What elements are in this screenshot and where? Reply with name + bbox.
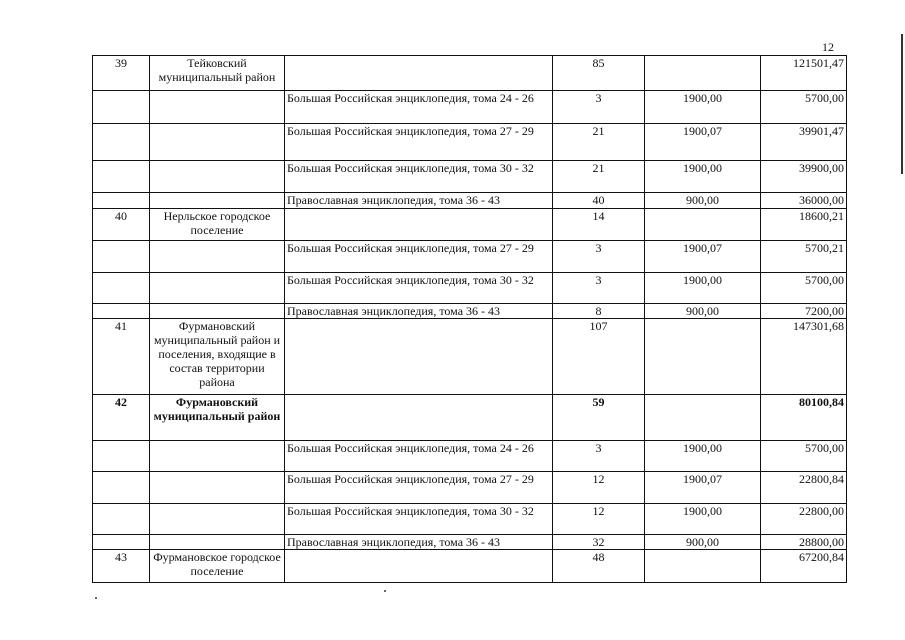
total-sum: 5700,00 xyxy=(761,273,847,304)
unit-price xyxy=(645,56,761,91)
municipality-name: Фурмановский муниципальный район и поселения, входящие в состав территории района xyxy=(150,319,285,395)
total-sum: 39900,00 xyxy=(761,161,847,193)
total-sum: 5700,00 xyxy=(761,441,847,472)
unit-price: 1900,00 xyxy=(645,441,761,472)
row-number: 41 xyxy=(93,319,150,395)
total-sum: 5700,21 xyxy=(761,241,847,273)
unit-price xyxy=(645,319,761,395)
item-description: Православная энциклопедия, тома 36 - 43 xyxy=(285,193,553,209)
municipality-name xyxy=(150,193,285,209)
scan-artifact xyxy=(95,597,97,599)
municipality-name xyxy=(150,441,285,472)
municipality-name: Фурмановское городское поселение xyxy=(150,550,285,583)
row-number xyxy=(93,273,150,304)
total-sum: 39901,47 xyxy=(761,124,847,161)
row-number xyxy=(93,241,150,273)
municipality-name xyxy=(150,161,285,193)
table-row xyxy=(93,91,847,124)
total-sum: 5700,00 xyxy=(761,91,847,124)
table-row xyxy=(93,395,847,441)
scan-artifact xyxy=(384,590,386,592)
quantity: 48 xyxy=(553,550,645,583)
quantity: 12 xyxy=(553,472,645,504)
table-row xyxy=(93,319,847,395)
row-number: 39 xyxy=(93,56,150,91)
quantity: 3 xyxy=(553,441,645,472)
row-number: 43 xyxy=(93,550,150,583)
row-number xyxy=(93,161,150,193)
table-row xyxy=(93,550,847,583)
municipality-name: Фурмановский муниципальный район xyxy=(150,395,285,441)
unit-price xyxy=(645,550,761,583)
quantity: 40 xyxy=(553,193,645,209)
row-number: 40 xyxy=(93,209,150,241)
row-number xyxy=(93,441,150,472)
item-description: Большая Российская энциклопедия, тома 30 - 32 xyxy=(285,504,553,535)
item-description xyxy=(285,56,553,91)
table-row xyxy=(93,304,847,319)
table-row xyxy=(93,472,847,504)
row-number xyxy=(93,472,150,504)
municipality-name: Тейковский муниципальный район xyxy=(150,56,285,91)
item-description: Большая Российская энциклопедия, тома 27 - 29 xyxy=(285,241,553,273)
quantity: 3 xyxy=(553,241,645,273)
table-row xyxy=(93,56,847,91)
quantity: 32 xyxy=(553,535,645,550)
quantity: 107 xyxy=(553,319,645,395)
total-sum: 67200,84 xyxy=(761,550,847,583)
quantity: 3 xyxy=(553,273,645,304)
table-row xyxy=(93,504,847,535)
item-description: Большая Российская энциклопедия, тома 30 - 32 xyxy=(285,161,553,193)
distribution-table xyxy=(92,55,847,583)
row-number xyxy=(93,91,150,124)
item-description: Большая Российская энциклопедия, тома 24 - 26 xyxy=(285,441,553,472)
unit-price: 900,00 xyxy=(645,535,761,550)
total-sum: 80100,84 xyxy=(761,395,847,441)
item-description: Большая Российская энциклопедия, тома 27 - 29 xyxy=(285,472,553,504)
item-description xyxy=(285,319,553,395)
municipality-name xyxy=(150,273,285,304)
municipality-name xyxy=(150,535,285,550)
quantity: 21 xyxy=(553,161,645,193)
table-row xyxy=(93,193,847,209)
page-number: 12 xyxy=(822,40,834,54)
table-row xyxy=(93,441,847,472)
total-sum: 22800,00 xyxy=(761,504,847,535)
table-row xyxy=(93,209,847,241)
total-sum: 18600,21 xyxy=(761,209,847,241)
quantity: 21 xyxy=(553,124,645,161)
quantity: 59 xyxy=(553,395,645,441)
item-description xyxy=(285,209,553,241)
quantity: 85 xyxy=(553,56,645,91)
quantity: 14 xyxy=(553,209,645,241)
unit-price: 1900,00 xyxy=(645,91,761,124)
total-sum: 28800,00 xyxy=(761,535,847,550)
municipality-name: Нерльское городское поселение xyxy=(150,209,285,241)
unit-price: 1900,00 xyxy=(645,161,761,193)
unit-price xyxy=(645,395,761,441)
row-number xyxy=(93,535,150,550)
municipality-name xyxy=(150,91,285,124)
item-description xyxy=(285,395,553,441)
item-description: Большая Российская энциклопедия, тома 24 - 26 xyxy=(285,91,553,124)
unit-price: 1900,07 xyxy=(645,472,761,504)
total-sum: 7200,00 xyxy=(761,304,847,319)
quantity: 3 xyxy=(553,91,645,124)
item-description: Православная энциклопедия, тома 36 - 43 xyxy=(285,535,553,550)
total-sum: 147301,68 xyxy=(761,319,847,395)
total-sum: 36000,00 xyxy=(761,193,847,209)
table-row xyxy=(93,273,847,304)
quantity: 12 xyxy=(553,504,645,535)
quantity: 8 xyxy=(553,304,645,319)
unit-price xyxy=(645,209,761,241)
unit-price: 1900,07 xyxy=(645,124,761,161)
table-row xyxy=(93,535,847,550)
table-row xyxy=(93,124,847,161)
unit-price: 900,00 xyxy=(645,304,761,319)
row-number xyxy=(93,124,150,161)
municipality-name xyxy=(150,472,285,504)
row-number xyxy=(93,304,150,319)
unit-price: 1900,07 xyxy=(645,241,761,273)
total-sum: 22800,84 xyxy=(761,472,847,504)
municipality-name xyxy=(150,304,285,319)
table-row xyxy=(93,161,847,193)
table-row xyxy=(93,241,847,273)
item-description: Большая Российская энциклопедия, тома 30 - 32 xyxy=(285,273,553,304)
item-description xyxy=(285,550,553,583)
municipality-name xyxy=(150,241,285,273)
scan-edge-mark xyxy=(901,34,903,174)
row-number: 42 xyxy=(93,395,150,441)
municipality-name xyxy=(150,504,285,535)
row-number xyxy=(93,193,150,209)
municipality-name xyxy=(150,124,285,161)
total-sum: 121501,47 xyxy=(761,56,847,91)
item-description: Большая Российская энциклопедия, тома 27 - 29 xyxy=(285,124,553,161)
row-number xyxy=(93,504,150,535)
item-description: Православная энциклопедия, тома 36 - 43 xyxy=(285,304,553,319)
unit-price: 1900,00 xyxy=(645,273,761,304)
unit-price: 1900,00 xyxy=(645,504,761,535)
unit-price: 900,00 xyxy=(645,193,761,209)
